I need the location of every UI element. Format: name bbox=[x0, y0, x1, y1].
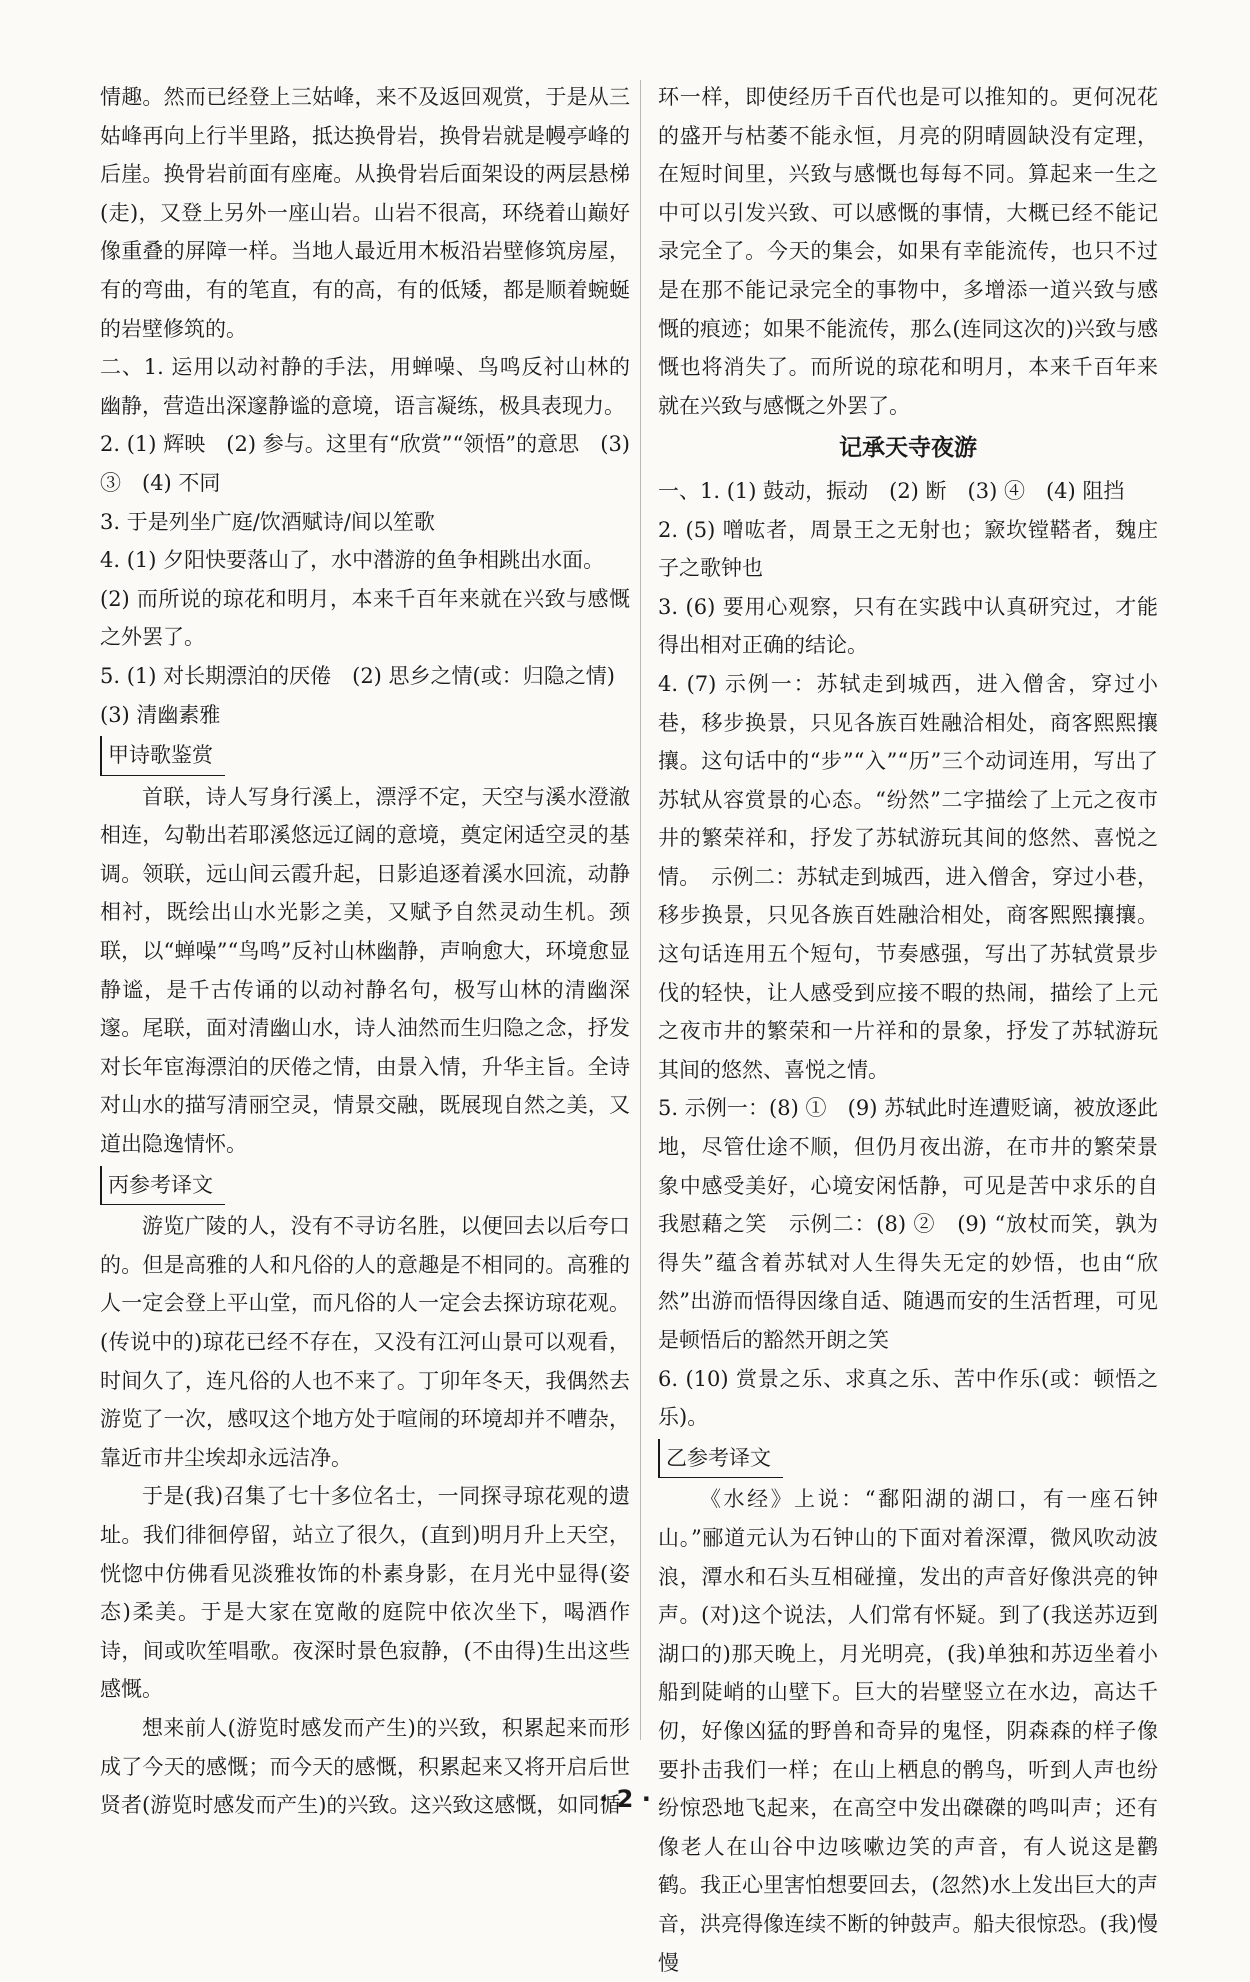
answer-item: 5. (1) 对长期漂泊的厌倦 (2) 思乡之情(或：归隐之情) bbox=[100, 663, 615, 688]
paragraph: 《水经》上说：“鄱阳湖的湖口，有一座石钟山。”郦道元认为石钟山的下面对着深潭，微风吹动波浪，潭水和石头互相碰撞，发出的声音好像洪亮的钟声。(对)这个说法，人们常有怀疑。到了(我送苏迈到湖口的)那天晚上，月光明亮，(我)单独和苏迈坐着小船到陡峭的山壁下。巨大的岩壁竖立在水边，高达千仞，好像凶猛的野兽和奇异的鬼怪，阴森森的样子像要扑击我们一样；在山上栖息的鹘鸟，听到人声也纷纷惊恐地飞起来，在高空中发出磔磔的鸣叫声；还有像老人在山谷中边咳嗽边笑的声音，有人说这是鹳鹤。我正心里害怕想要回去，(忽然)水上发出巨大的声音，洪亮得像连续不断的钟鼓声。船夫很惊恐。(我)慢慢 bbox=[658, 1487, 1158, 1975]
paragraph: 情趣。然而已经登上三姑峰，来不及返回观赏，于是从三姑峰再向上行半里路，抵达换骨岩，换骨岩就是幔亭峰的后崖。换骨岩前面有座庵。从换骨岩后面架设的两层悬梯(走)，又登上另外一座山岩。山岩不很高，环绕着山巅好像重叠的屏障一样。当地人最近用木板沿岩壁修筑房屋，有的弯曲，有的笔直，有的高，有的低矮，都是顺着蜿蜒的岩壁修筑的。 bbox=[100, 85, 630, 341]
section-heading: 丙参考译文 bbox=[100, 1166, 225, 1206]
page-number: · 2 · bbox=[599, 1785, 651, 1813]
answer-item: 4. (7) 示例一：苏轼走到城西，进入僧舍，穿过小巷，移步换景，只见各族百姓融洽相处，商客熙熙攘攘。这句话中的“步”“入”“历”三个动词连用，写出了苏轼从容赏景的心态。“纷然”二字描绘了上元之夜市井的繁荣祥和，抒发了苏轼游玩其间的悠然、喜悦之情。 示例二：苏轼走到城西，进入僧舍，穿过小巷，移步换景，只见各族百姓融洽相处，商客熙熙攘攘。这句话连用五个短句，节奏感强，写出了苏轼赏景步伐的轻快，让人感受到应接不暇的热闹，描绘了上元之夜市井的繁荣和一片祥和的景象，抒发了苏轼游玩其间的悠然、喜悦之情。 bbox=[658, 671, 1158, 1082]
answer-item: 2. (1) 辉映 (2) 参与。这里有“欣赏”“领悟”的意思 (3) ③ (4) 不同 bbox=[100, 432, 630, 495]
answer-item: (3) 清幽素雅 bbox=[100, 702, 221, 727]
answer-item: 2. (5) 噌吰者，周景王之无射也；窾坎镗鞳者，魏庄子之歌钟也 bbox=[658, 517, 1158, 581]
answer-item: 6. (10) 赏景之乐、求真之乐、苦中作乐(或：顿悟之乐)。 bbox=[658, 1366, 1158, 1430]
left-column bbox=[100, 78, 630, 1825]
answer-item: 3. 于是列坐广庭/饮酒赋诗/间以笙歌 bbox=[100, 509, 435, 534]
section-heading: 乙参考译文 bbox=[658, 1439, 783, 1479]
answer-item: (2) 而所说的琼花和明月，本来千百年来就在兴致与感慨之外罢了。 bbox=[100, 586, 630, 650]
answer-item: 5. 示例一：(8) ① (9) 苏轼此时连遭贬谪，被放逐此地，尽管仕途不顺，但仍月夜出游，在市井的繁荣景象中感受美好，心境安闲恬静，可见是苦中求乐的自我慰藉之笑 示例二：(8) ② (9) “放杖而笑，孰为得失”蕴含着苏轼对人生得失无定的妙悟，也由“欣然”出游而悟得因缘自适、随遇而安的生活哲理，可见是顿悟后的豁然开朗之笑 bbox=[658, 1096, 1158, 1352]
paragraph: 首联，诗人写身行溪上，漂浮不定，天空与溪水澄澈相连，勾勒出若耶溪悠远辽阔的意境，奠定闲适空灵的基调。领联，远山间云霞升起，日影追逐着溪水回流，动静相衬，既绘出山水光影之美，又赋予自然灵动生机。颈联，以“蝉噪”“鸟鸣”反衬山林幽静，声响愈大，环境愈显静谧，是千古传诵的以动衬静名句，极写山林的清幽深邃。尾联，面对清幽山水，诗人油然而生归隐之念，抒发对长年宦海漂泊的厌倦之情，由景入情，升华主旨。全诗对山水的描写清丽空灵，情景交融，既展现自然之美，又道出隐逸情怀。 bbox=[100, 784, 630, 1157]
answer-item: 一、1. (1) 鼓动，振动 (2) 断 (3) ④ (4) 阻挡 bbox=[658, 478, 1125, 503]
answer-item: 3. (6) 要用心观察，只有在实践中认真研究过，才能得出相对正确的结论。 bbox=[658, 594, 1158, 658]
answer-item: 二、1. 运用以动衬静的手法，用蝉噪、鸟鸣反衬山林的幽静，营造出深邃静谧的意境，语言凝练，极具表现力。 bbox=[100, 355, 630, 418]
column-divider bbox=[640, 80, 641, 1740]
paragraph: 于是(我)召集了七十多位名士，一同探寻琼花观的遗址。我们徘徊停留，站立了很久，(直到)明月升上天空，恍惚中仿佛看见淡雅妆饰的朴素身影，在月光中显得(姿态)柔美。于是大家在宽敞的庭院中依次坐下，喝酒作诗，间或吹笙唱歌。夜深时景色寂静，(不由得)生出这些感慨。 bbox=[100, 1484, 630, 1702]
paragraph: 想来前人(游览时感发而产生)的兴致，积累起来而形成了今天的感慨；而今天的感慨，积累起来又将开启后世贤者(游览时感发而产生)的兴致。这兴致这感慨，如同循 bbox=[100, 1715, 630, 1818]
paragraph: 游览广陵的人，没有不寻访名胜，以便回去以后夸口的。但是高雅的人和凡俗的人的意趣是不相同的。高雅的人一定会登上平山堂，而凡俗的人一定会去探访琼花观。(传说中的)琼花已经不存在，又没有江河山景可以观看，时间久了，连凡俗的人也不来了。丁卯年冬天，我偶然去游览了一次，感叹这个地方处于喧闹的环境却并不嘈杂，靠近市井尘埃却永远洁净。 bbox=[100, 1214, 630, 1470]
answer-item: 4. (1) 夕阳快要落山了，水中潜游的鱼争相跳出水面。 bbox=[100, 548, 605, 573]
paragraph: 环一样，即使经历千百代也是可以推知的。更何况花的盛开与枯萎不能永恒，月亮的阴晴圆缺没有定理，在短时间里，兴致与感慨也每每不同。算起来一生之中可以引发兴致、可以感慨的事情，大概已经不能记录完全了。今天的集会，如果有幸能流传，也只不过是在那不能记录完全的事物中，多增添一道兴致与感慨的痕迹；如果不能流传，那么(连同这次的)兴致与感慨也将消失了。而所说的琼花和明月，本来千百年来就在兴致与感慨之外罢了。 bbox=[658, 85, 1158, 418]
section-title: 记承天寺夜游 bbox=[839, 435, 977, 462]
right-column bbox=[658, 78, 1158, 1982]
section-heading: 甲诗歌鉴赏 bbox=[100, 736, 225, 776]
